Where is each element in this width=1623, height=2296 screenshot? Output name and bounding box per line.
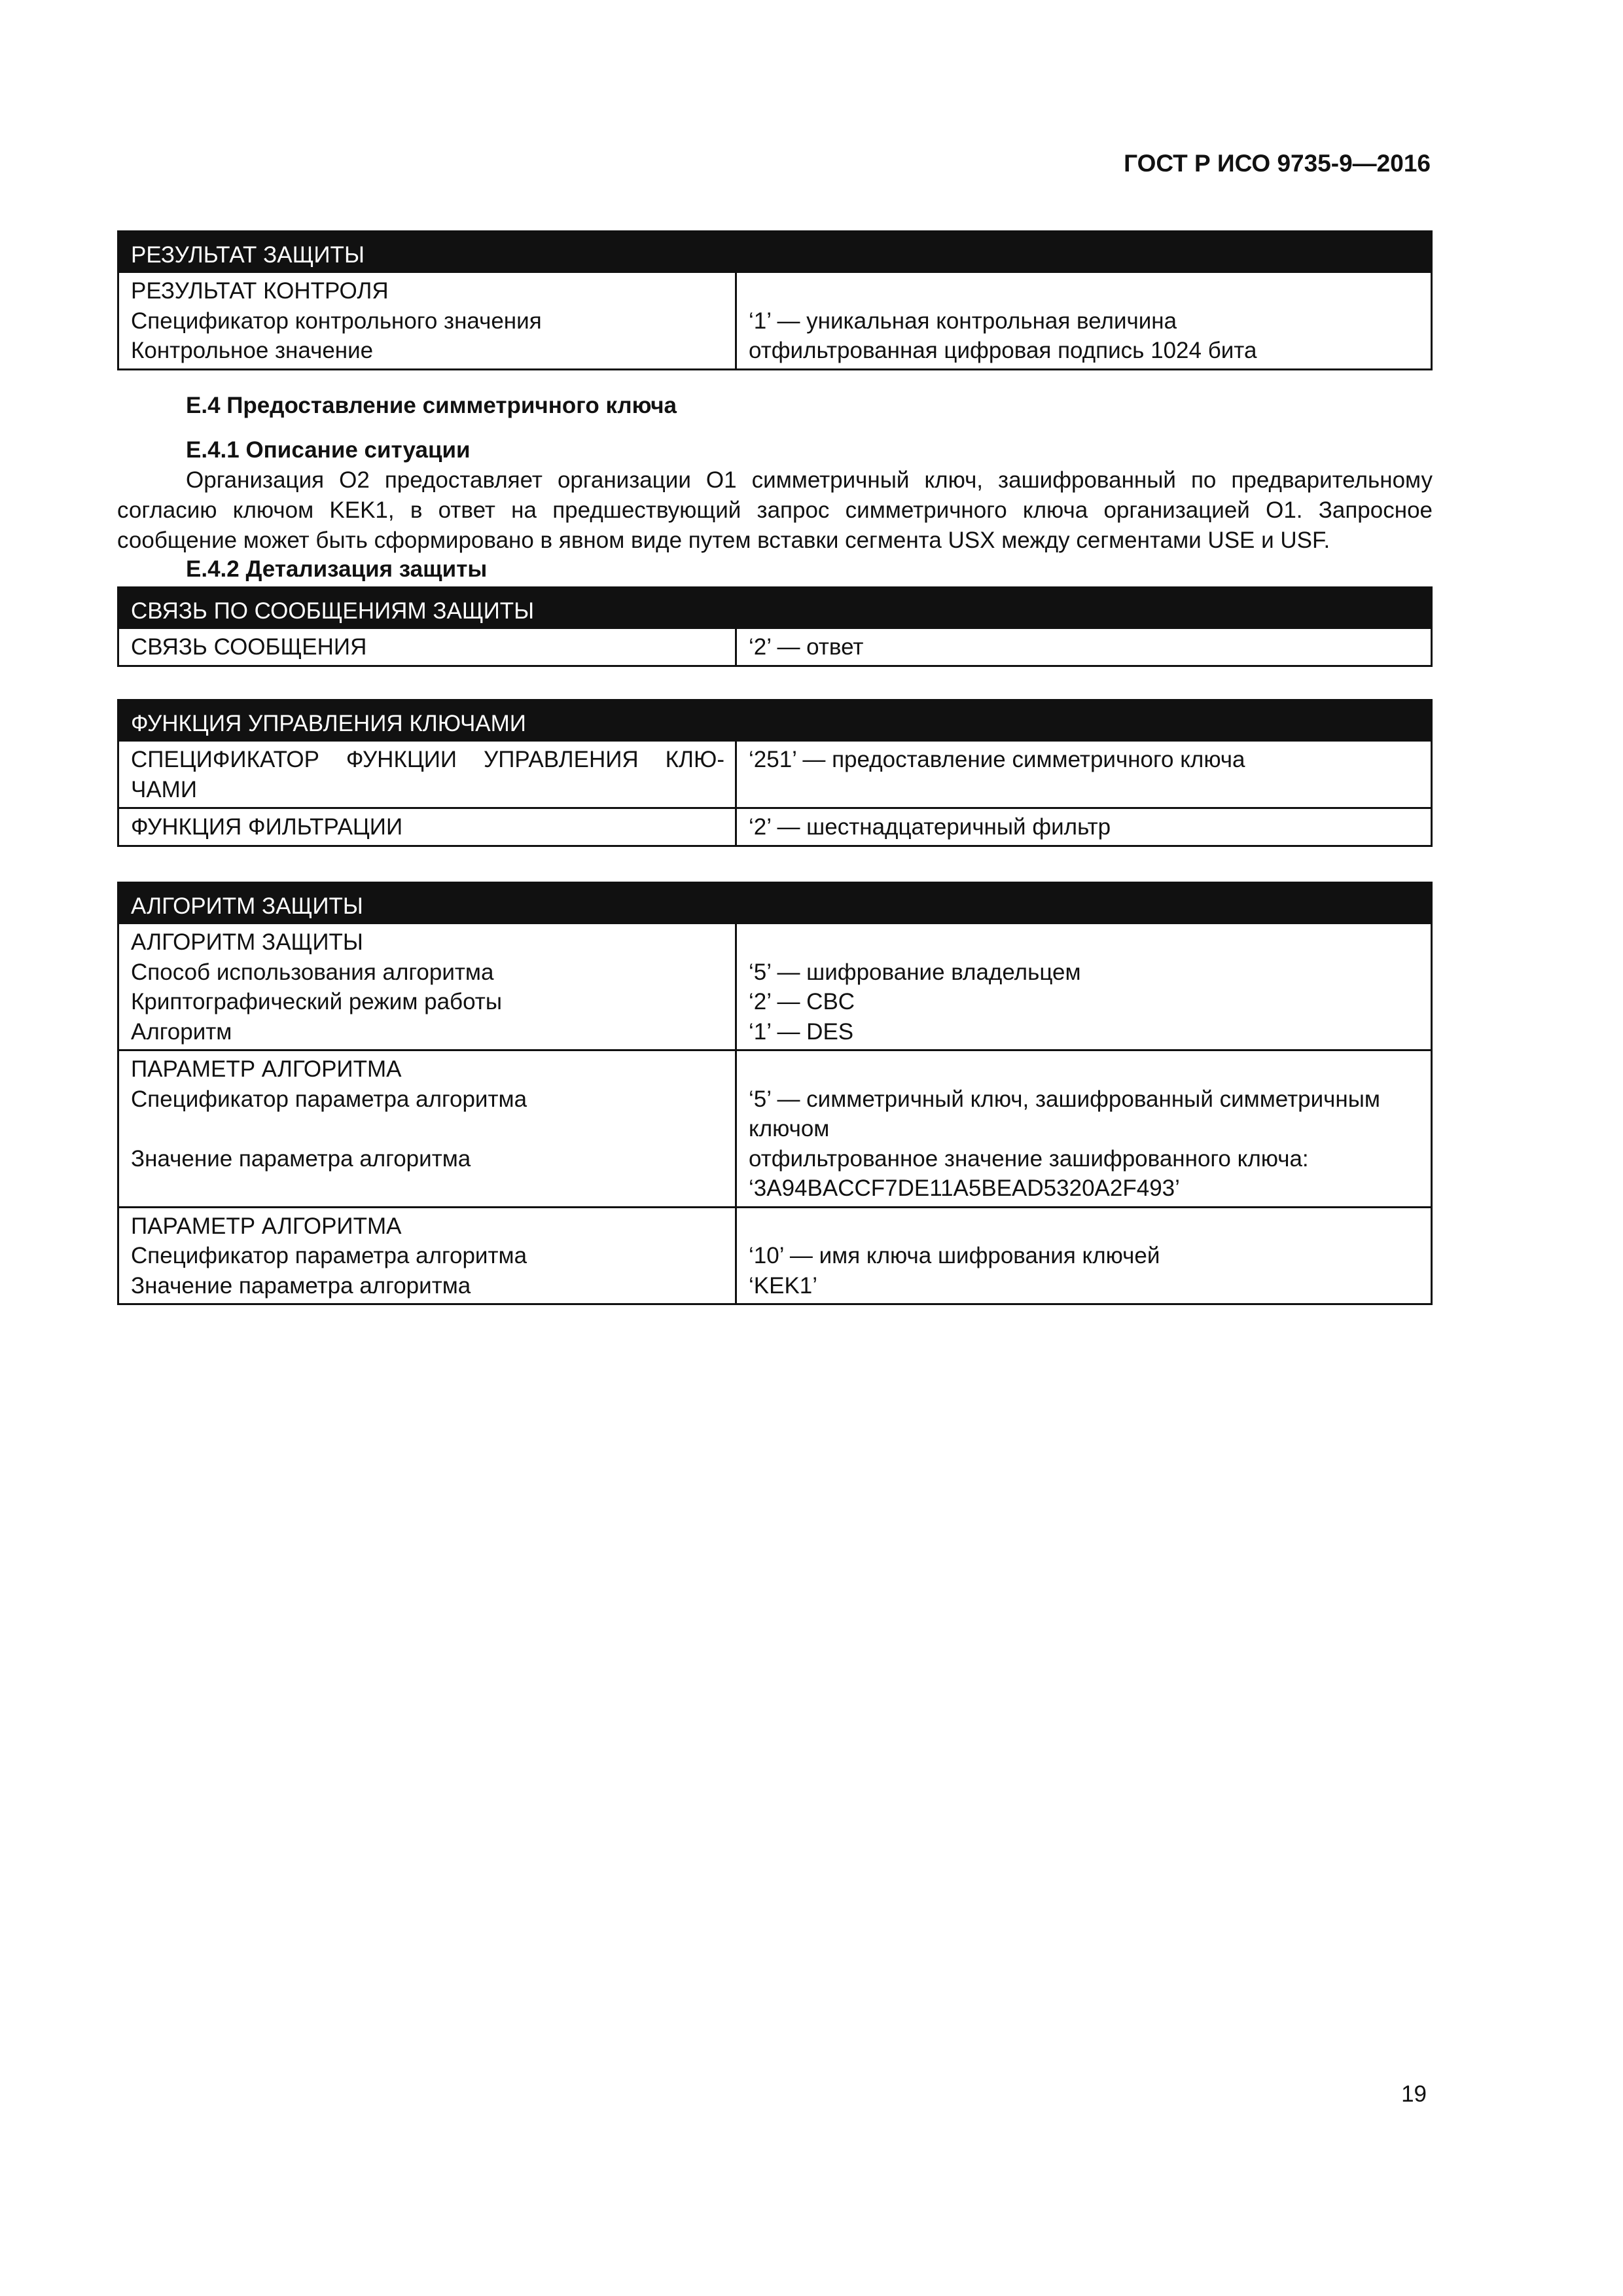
cell-line: СВЯЗЬ СООБЩЕНИЯ — [131, 634, 367, 660]
table-cell-left — [119, 809, 737, 845]
cell-line: Спецификатор параметра алгоритма — [131, 1243, 527, 1268]
table-row — [119, 273, 1431, 368]
cell-line: отфильтрованная цифровая подпись 1024 бита — [749, 338, 1257, 363]
cell-line — [131, 1174, 724, 1204]
table-row — [119, 1206, 1431, 1304]
table-row — [119, 924, 1431, 1049]
table-cell-right — [737, 1208, 1431, 1304]
table-band-title: ФУНКЦИЯ УПРАВЛЕНИЯ КЛЮЧАМИ — [119, 701, 1431, 742]
paragraph-line: согласию ключом KEK1, в ответ на предшествующий запрос симметричного ключа организацией О1. Запросное — [117, 497, 1433, 523]
cell-line: ‘2’ — шестнадцатеричный фильтр — [749, 814, 1111, 840]
cell-line: ‘1’ — DES — [749, 1018, 854, 1045]
cell-line: ‘2’ — ответ — [749, 634, 864, 660]
protection-result-table — [117, 230, 1433, 370]
table-cell-left — [119, 742, 737, 807]
page-number: 19 — [1401, 2081, 1427, 2107]
cell-line: ключом — [749, 1116, 830, 1141]
cell-line — [749, 927, 1420, 958]
table-cell-left — [119, 273, 737, 368]
cell-line: Контрольное значение — [131, 338, 374, 363]
cell-line: ПАРАМЕТР АЛГОРИТМА — [131, 1213, 402, 1239]
cell-line: Спецификатор контрольного значения — [131, 308, 542, 334]
document-code: ГОСТ Р ИСО 9735-9—2016 — [1124, 150, 1431, 177]
cell-line: Спецификатор параметра алгоритма — [131, 1086, 527, 1112]
table-cell-right — [737, 629, 1431, 665]
cell-line: РЕЗУЛЬТАТ КОНТРОЛЯ — [131, 278, 389, 304]
cell-line: ‘KEK1’ — [749, 1272, 818, 1299]
cell-line: Алгоритм — [131, 1018, 232, 1045]
table-row — [119, 742, 1431, 807]
table-band-title: РЕЗУЛЬТАТ ЗАЩИТЫ — [119, 232, 1431, 273]
cell-line: ‘5’ — шифрование владельцем — [749, 959, 1081, 985]
cell-line: отфильтрованное значение зашифрованного ключа: — [749, 1145, 1309, 1172]
table-cell-left — [119, 924, 737, 1049]
section-heading-e41: Е.4.1 Описание ситуации — [186, 437, 471, 463]
cell-line: ‘251’ — предоставление симметричного ключа — [749, 747, 1245, 772]
cell-line — [749, 1211, 1420, 1242]
table-cell-right — [737, 1051, 1431, 1206]
table-row — [119, 807, 1431, 845]
cell-line — [131, 1114, 724, 1144]
table-cell-left — [119, 1208, 737, 1304]
table-cell-left — [119, 1051, 737, 1206]
cell-line: ‘3A94BACCF7DE11A5BEAD5320A2F493’ — [749, 1175, 1180, 1201]
cell-line: ‘10’ — имя ключа шифрования ключей — [749, 1243, 1160, 1268]
message-link-table — [117, 586, 1433, 667]
table-cell-left — [119, 629, 737, 665]
section-heading-e42: Е.4.2 Детализация защиты — [186, 556, 488, 582]
table-cell-right — [737, 273, 1431, 368]
table-cell-right — [737, 809, 1431, 845]
table-row — [119, 1049, 1431, 1206]
paragraph-line: Организация О2 предоставляет организации О1 симметричный ключ, зашифрованный по предварительному — [186, 467, 1433, 493]
cell-line — [749, 1054, 1420, 1085]
cell-line: ФУНКЦИЯ ФИЛЬТРАЦИИ — [131, 814, 403, 840]
situation-paragraph — [117, 465, 1433, 556]
section-heading-e4: Е.4 Предоставление симметричного ключа — [186, 393, 677, 418]
algorithm-table — [117, 882, 1433, 1305]
cell-line: ‘5’ — симметричный ключ, зашифрованный симметричным — [749, 1086, 1380, 1112]
cell-line: АЛГОРИТМ ЗАЩИТЫ — [131, 929, 363, 955]
table-row — [119, 629, 1431, 665]
cell-line: ‘1’ — уникальная контрольная величина — [749, 308, 1177, 334]
cell-line: Способ использования алгоритма — [131, 959, 494, 985]
cell-line: ЧАМИ — [131, 776, 197, 802]
cell-line: Криптографический режим работы — [131, 989, 502, 1014]
cell-line: СПЕЦИФИКАТОР ФУНКЦИИ УПРАВЛЕНИЯ КЛЮ- — [131, 747, 724, 772]
table-cell-right — [737, 924, 1431, 1049]
key-management-table — [117, 699, 1433, 847]
cell-line — [749, 276, 1420, 306]
cell-line: ‘2’ — CBC — [749, 989, 855, 1014]
paragraph-line: сообщение может быть сформировано в явном виде путем вставки сегмента USX между сегментами USE и USF. — [117, 528, 1330, 553]
cell-line: ПАРАМЕТР АЛГОРИТМА — [131, 1056, 402, 1082]
cell-line: Значение параметра алгоритма — [131, 1145, 471, 1172]
table-band-title: АЛГОРИТМ ЗАЩИТЫ — [119, 884, 1431, 924]
cell-line: Значение параметра алгоритма — [131, 1272, 471, 1299]
table-cell-right — [737, 742, 1431, 807]
table-band-title: СВЯЗЬ ПО СООБЩЕНИЯМ ЗАЩИТЫ — [119, 588, 1431, 629]
